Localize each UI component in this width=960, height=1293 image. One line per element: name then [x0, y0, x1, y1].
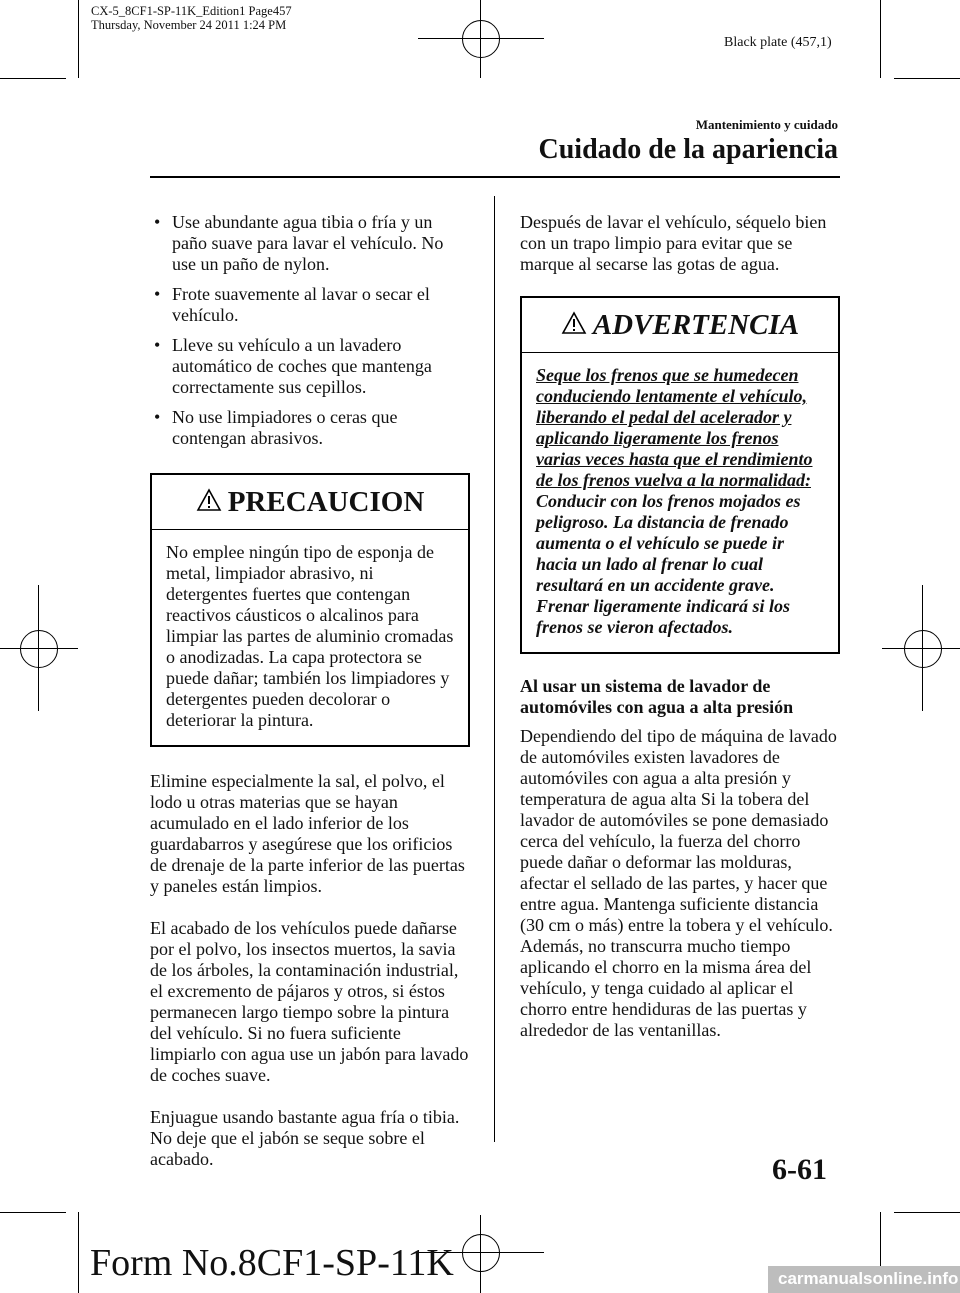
warning-triangle-icon — [196, 488, 222, 517]
print-metadata — [91, 4, 292, 32]
caution-text: No emplee ningún tipo de esponja de metal, limpiador abrasivo, ni detergentes fuertes que contengan reactivos cáusticos o alcalinos para limpiar las partes de aluminio cromadas o anodizadas. La capa protectora se puede dañar; también los limpiadores y detergentes pueden decolorar o deteriorar la pintura. — [166, 542, 454, 730]
plate-label: Black plate (457,1) — [724, 35, 832, 50]
bullet-list — [150, 212, 470, 449]
form-number: Form No.8CF1-SP-11K — [90, 1242, 454, 1284]
print-meta-line2: Thursday, November 24 2011 1:24 PM — [91, 18, 287, 32]
list-item — [150, 212, 470, 275]
print-meta-line1: CX-5_8CF1-SP-11K_Edition1 Page457 — [91, 4, 292, 18]
warning-text — [536, 365, 824, 638]
paragraph: Después de lavar el vehículo, séquelo bien con un trapo limpio para evitar que se marque al secarse las gotas de agua. — [520, 212, 827, 274]
header-rule — [150, 176, 840, 178]
warning-underlined-text: Seque los frenos que se humedecen conduciendo lentamente el vehículo, liberando el pedal del acelerador y aplicando ligeramente los frenos varias veces hasta que el rendimiento de los frenos vuelva a la normalidad: — [536, 365, 813, 490]
caution-box — [150, 473, 470, 747]
left-column — [150, 212, 470, 1191]
bullet-icon: • — [154, 407, 161, 427]
caution-header — [152, 475, 468, 530]
subheading: Al usar un sistema de lavador de automóviles con agua a alta presión — [520, 676, 794, 717]
bullet-text: Lleve su vehículo a un lavadero automático de coches que mantenga correctamente sus cepillos. — [172, 335, 432, 397]
caution-title: PRECAUCION — [227, 485, 425, 518]
watermark-text: carmanualsonline.info — [778, 1269, 959, 1288]
column-divider — [494, 196, 495, 1142]
bullet-text: Use abundante agua tibia o fría y un paño suave para lavar el vehículo. No use un paño de nylon. — [172, 212, 444, 274]
bullet-icon: • — [154, 335, 161, 355]
warning-title: ADVERTENCIA — [592, 308, 800, 341]
bullet-text: Frote suavemente al lavar o secar el vehículo. — [172, 284, 430, 325]
paragraph: Enjuague usando bastante agua fría o tibia. No deje que el jabón se seque sobre el acabado. — [150, 1107, 460, 1169]
bullet-text: No use limpiadores o ceras que contengan abrasivos. — [172, 407, 398, 448]
warning-triangle-icon — [561, 311, 587, 340]
paragraph: Elimine especialmente la sal, el polvo, el lodo u otras materias que se hayan acumulado en el lado inferior de los guardabarros y asegúrese que los orificios de drenaje de la parte inferior de las puertas y paneles están limpios. — [150, 771, 465, 896]
right-column — [520, 212, 840, 1062]
bullet-icon: • — [154, 212, 161, 232]
page-title: Cuidado de la apariencia — [538, 134, 838, 165]
warning-box — [520, 296, 840, 654]
list-item — [150, 284, 470, 326]
list-item — [150, 407, 470, 449]
bullet-icon: • — [154, 284, 161, 304]
warning-header — [522, 298, 838, 353]
page-number: 6-61 — [772, 1153, 827, 1186]
warning-body-text: Conducir con los frenos mojados es peligroso. La distancia de frenado aumenta o el vehículo se puede ir hacia un lado al frenar lo cual resultará en un accidente grave. Frenar ligeramente indicará si los frenos se vieron afectados. — [536, 491, 801, 637]
paragraph: El acabado de los vehículos puede dañarse por el polvo, los insectos muertos, la savia de los árboles, la contaminación industrial, el excremento de pájaros y otros, si éstos permanecen largo tiempo sobre la pintura del vehículo. Si no fuera suficiente limpiarlo con agua use un jabón para lavado de coches suave. — [150, 918, 469, 1085]
list-item — [150, 335, 470, 398]
section-category: Mantenimiento y cuidado — [695, 117, 838, 132]
paragraph: Dependiendo del tipo de máquina de lavado de automóviles existen lavadores de automóviles con agua a alta presión y temperatura de agua alta Si la tobera del lavador de automóviles se pone demasiado cerca del vehículo, la fuerza del chorro puede dañar o deformar las molduras, afectar el sellado de las partes, y hacer que entre agua. Mantenga suficiente distancia (30 cm o más) entre la tobera y el vehículo. Además, no transcurra mucho tiempo aplicando el chorro en la misma área del vehículo, y tenga cuidado al aplicar el chorro entre hendiduras de las puertas y alrededor de las ventanillas. — [520, 726, 837, 1040]
watermark-badge — [768, 1266, 960, 1293]
